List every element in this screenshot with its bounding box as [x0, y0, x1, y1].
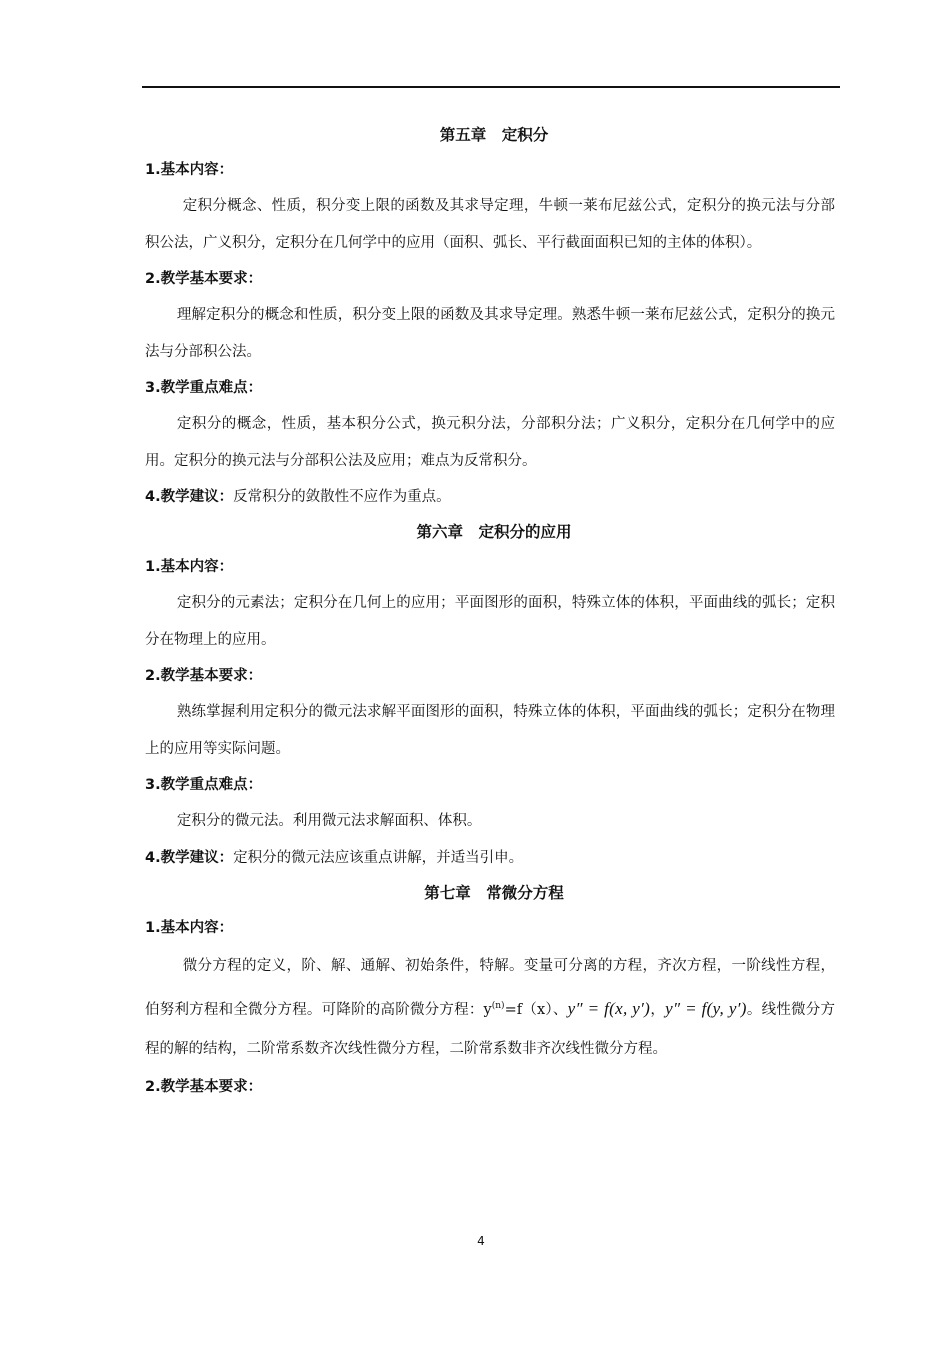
- ch7-text-part2: =f（x）、: [504, 1001, 568, 1018]
- ch5-suggestion: [145, 479, 835, 515]
- ch6-key-points-text: 定积分的微元法。利用微元法求解面积、体积。: [176, 813, 482, 829]
- ch6-basic-content-heading: 1.基本内容：: [145, 559, 234, 575]
- page-content: [145, 118, 835, 1105]
- ch7-comma: ，: [650, 1001, 666, 1018]
- ch5-requirements-heading: 2.教学基本要求：: [145, 271, 263, 287]
- ch7-formula-2: y″ = f(y, y′): [665, 998, 747, 1018]
- ch5-basic-content-text: 定积分概念、性质，积分变上限的函数及其求导定理，牛顿一莱布尼兹公式，定积分的换元法与分部积公法，广义积分，定积分在几何学中的应用（面积、弧长、平行截面面积已知的主体的体积）。: [145, 198, 835, 251]
- ch6-key-points-heading: 3.教学重点难点：: [145, 777, 263, 793]
- ch6-suggestion: [145, 840, 835, 876]
- ch6-basic-content-text: 定积分的元素法；定积分在几何上的应用；平面图形的面积，特殊立体的体积，平面曲线的弧长；定积分在物理上的应用。: [145, 595, 835, 648]
- header-rule: [142, 86, 840, 88]
- ch5-key-points-text: 定积分的概念，性质，基本积分公式，换元积分法，分部积分法；广义积分，定积分在几何学中的应用。定积分的换元法与分部积公法及应用；难点为反常积分。: [145, 416, 835, 469]
- ch7-formula-1: y″ = f(x, y′): [567, 998, 651, 1018]
- chapter-6-title: 第六章 定积分的应用: [416, 523, 572, 541]
- ch7-basic-content-text: [145, 946, 835, 1070]
- ch7-requirements-heading: 2.教学基本要求：: [145, 1079, 263, 1096]
- ch5-suggestion-text: 反常积分的敛散性不应作为重点。: [233, 489, 451, 505]
- page-number: 4: [477, 1234, 485, 1248]
- ch6-suggestion-text: 定积分的微元法应该重点讲解，并适当引申。: [233, 849, 524, 866]
- ch5-requirements-text: 理解定积分的概念和性质，积分变上限的函数及其求导定理。熟悉牛顿一莱布尼兹公式，定积分的换元法与分部积公法。: [145, 307, 835, 360]
- ch5-basic-content-heading: 1.基本内容：: [145, 162, 234, 178]
- chapter-5-title: 第五章 定积分: [439, 126, 549, 144]
- ch6-requirements-heading: 2.教学基本要求：: [145, 668, 263, 684]
- ch6-suggestion-heading: 4.教学建议：: [145, 849, 234, 866]
- chapter-7-title: 第七章 常微分方程: [424, 883, 564, 902]
- ch7-basic-content-heading: 1.基本内容：: [145, 919, 234, 936]
- ch7-text-part3: 。线性微分方程的解的结构，二阶常系数齐次线性微分方程，二阶常系数非齐次线性微分方程。: [145, 1001, 835, 1058]
- ch7-superscript-n: (n): [491, 1000, 505, 1011]
- ch6-requirements-text: 熟练掌握利用定积分的微元法求解平面图形的面积，特殊立体的体积，平面曲线的弧长；定积分在物理上的应用等实际问题。: [145, 704, 835, 757]
- ch7-text-part1: 微分方程的定义，阶、解、通解、初始条件，特解。变量可分离的方程，齐次方程，一阶线性方程，伯努利方程和全微分方程。可降阶的高阶微分方程：y: [145, 957, 835, 1018]
- ch5-suggestion-heading: 4.教学建议：: [145, 489, 234, 505]
- ch5-key-points-heading: 3.教学重点难点：: [145, 380, 263, 396]
